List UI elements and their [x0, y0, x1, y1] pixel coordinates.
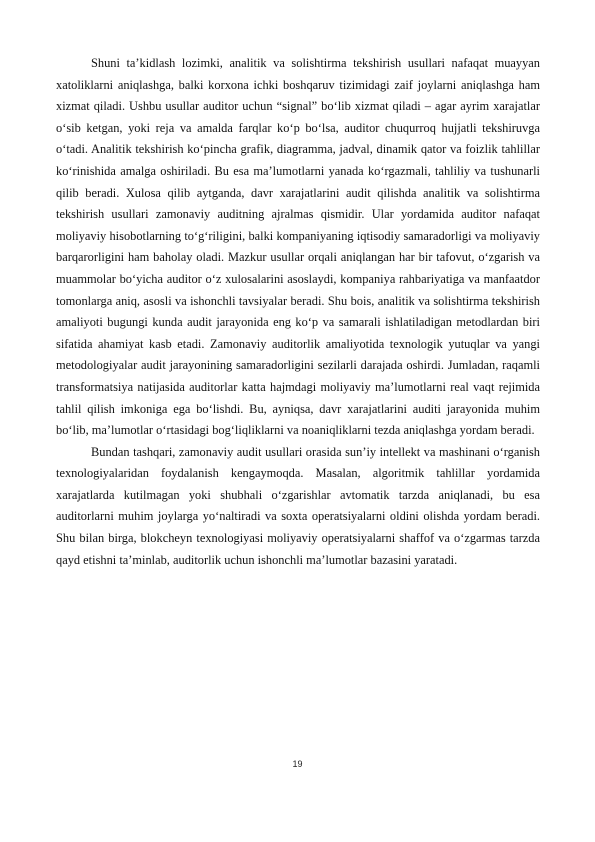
paragraph-1: Shuni ta’kidlash lozimki, analitik va solishtirma tekshirish usullari nafaqat muayyan xatoliklarni aniqlashga, balki korxona ichki boshqaruv tizimidagi zaif joylarni aniqlashga ham xizmat qiladi. Ushbu usullar auditor uchun “signal” bo‘lib xizmat qiladi – agar ayrim xarajatlar o‘sib ketgan, yoki reja va amalda farqlar ko‘p bo‘lsa, auditor chuqurroq hujjatli tekshiruvga o‘tadi. Analitik tekshirish ko‘pincha grafik, diagramma, jadval, dinamik qator va foizlik tahlillar ko‘rinishida amalga oshiriladi. Bu esa ma’lumotlarni yanada ko‘rgazmali, tahliliy va tushunarli qilib beradi. Xulosa qilib aytganda, davr xarajatlarini audit qilishda analitik va solishtirma tekshirish usullari zamonaviy auditning ajralmas qismidir. Ular yordamida auditor nafaqat moliyaviy hisobotlarning to‘g‘riligini, balki kompaniyaning iqtisodiy samaradorligi va moliyaviy barqarorligini ham baholay oladi. Mazkur usullar orqali aniqlangan har bir tafovut, o‘zgarish va muammolar bo‘yicha auditor o‘z xulosalarini asoslaydi, kompaniya rahbariyatiga va manfaatdor tomonlarga aniq, asosli va ishonchli tavsiyalar beradi. Shu bois, analitik va solishtirma tekshirish amaliyoti bugungi kunda audit jarayonida eng ko‘p va samarali ishlatiladigan metodlardan biri sifatida ahamiyat kasb etadi. Zamonaviy auditorlik amaliyotida texnologik yutuqlar va yangi metodologiyalar audit jarayonining samaradorligini sezilarli darajada oshirdi. Jumladan, raqamli transformatsiya natijasida auditorlar katta hajmdagi moliyaviy ma’lumotlarni real vaqt rejimida tahlil qilish imkoniga ega bo‘lishdi. Bu, ayniqsa, davr xarajatlarini auditi jarayonida muhim bo‘lib, ma’lumotlar o‘rtasidagi bog‘liqliklarni va noaniqliklarni tezda aniqlashga yordam beradi. [56, 56, 540, 438]
page-number: 19 [292, 759, 303, 769]
paragraph-2: Bundan tashqari, zamonaviy audit usullari orasida sun’iy intellekt va mashinani o‘rganish texnologiyalaridan foydalanish kengaymoqda. Masalan, algoritmik tahlillar yordamida xarajatlarda kutilmagan yoki shubhali o‘zgarishlar avtomatik tarzda aniqlanadi, bu esa auditorlarni muhim joylarga yo‘naltiradi va soxta operatsiyalarni oldini olishda yordam beradi. Shu bilan birga, blokcheyn texnologiyasi moliyaviy operatsiyalarni shaffof va o‘zgarmas tarzda qayd etishni ta’minlab, auditorlik uchun ishonchli ma’lumotlar bazasini yaratadi. [56, 444, 540, 567]
document-body [56, 53, 540, 571]
